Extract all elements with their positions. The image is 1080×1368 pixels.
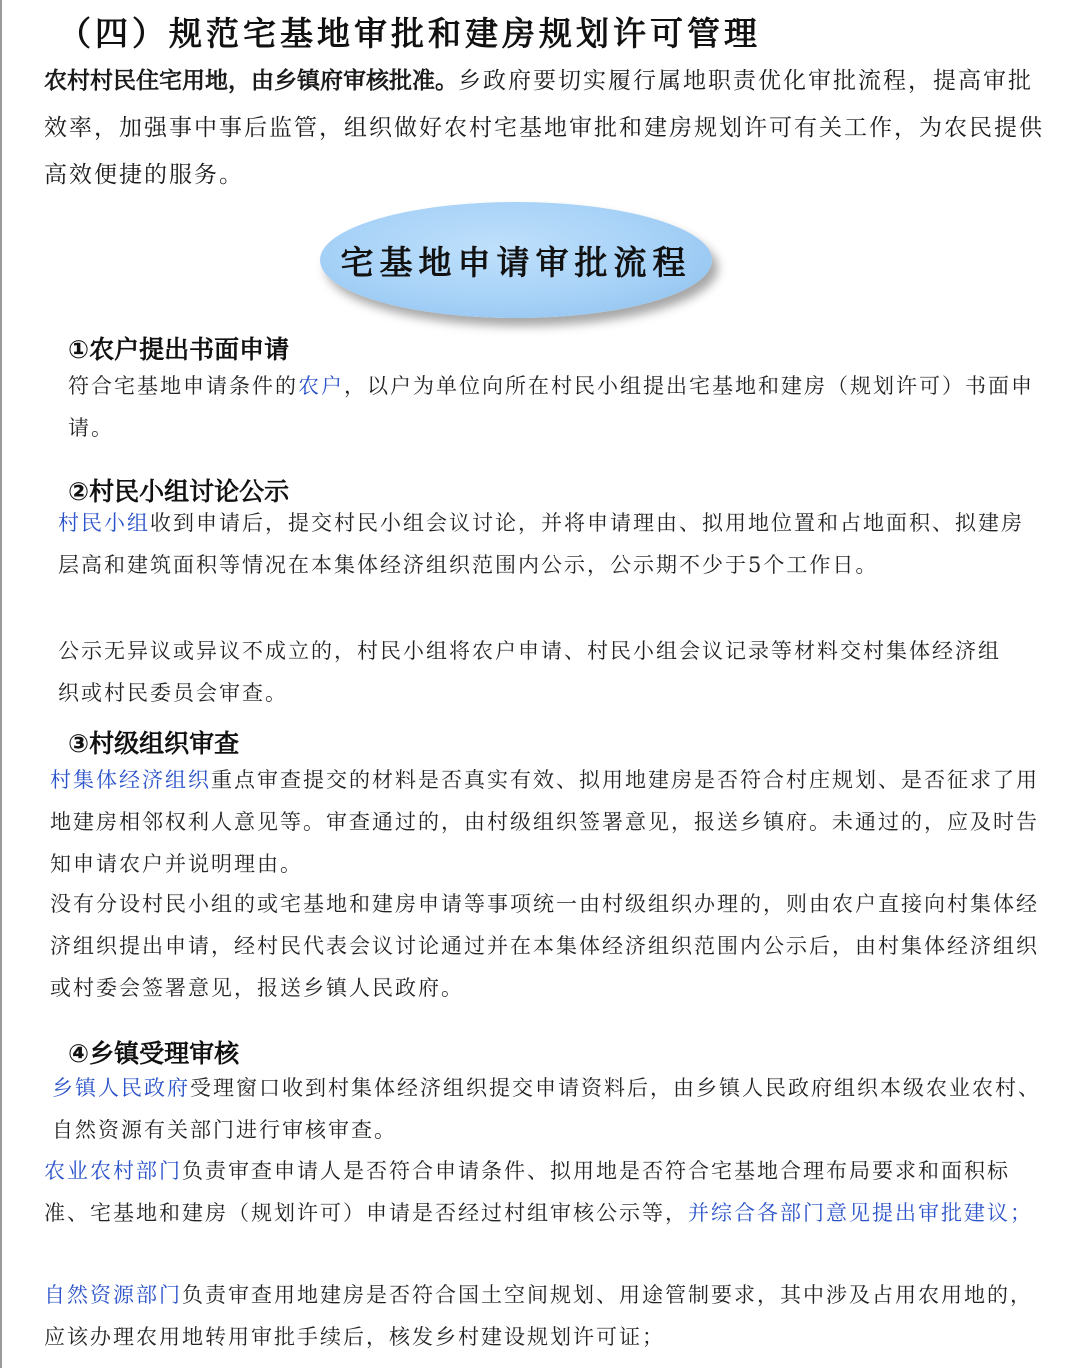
step-1-paragraph: [68, 365, 1044, 449]
step-4-p2-text: 负责审查申请人是否符合申请条件、拟用地是否符合宅基地合理布局要求和面积标准、宅基地和建房（规划许可）申请是否经过村组审核公示等，: [44, 1159, 1010, 1225]
step-1-text-pre: 符合宅基地申请条件的: [68, 374, 298, 398]
step-3-highlight: 村集体经济组织: [50, 768, 211, 792]
step-2-highlight: 村民小组: [58, 511, 150, 535]
step-1-title: ①农户提出书面申请: [68, 335, 290, 364]
step-2-paragraph-2: 公示无异议或异议不成立的，村民小组将农户申请、村民小组会议记录等材料交村集体经济组织或村民委员会审查。: [58, 639, 1001, 705]
flow-title-ellipse: [320, 202, 712, 318]
step-3-paragraph-2: 没有分设村民小组的或宅基地和建房申请等事项统一由村级组织办理的，则由农户直接向村集体经济组织提出申请，经村民代表会议讨论通过并在本集体经济组织范围内公示后，由村集体经济组织或村委会签署意见，报送乡镇人民政府。: [50, 892, 1039, 1000]
step-4-p3-highlight: 自然资源部门: [44, 1283, 182, 1307]
page-title: （四）规范宅基地审批和建房规划许可管理: [58, 14, 761, 53]
step-3-text: 重点审查提交的材料是否真实有效、拟用地建房是否符合村庄规划、是否征求了用地建房相邻权利人意见等。审查通过的，由村级组织签署意见，报送乡镇府。未通过的，应及时告知申请农户并说明理由。: [50, 768, 1039, 876]
step-3-paragraph-1: [50, 759, 1046, 885]
step-1-highlight: 农户: [298, 374, 344, 398]
intro-paragraph: [44, 58, 1054, 199]
flow-title: 宅基地申请审批流程: [340, 242, 692, 282]
step-4-paragraph-3: [44, 1274, 1046, 1358]
step-2-paragraph-1: [58, 502, 1044, 586]
step-4-p2-highlight-2: 并综合各部门意见提出审批建议；: [688, 1201, 1033, 1225]
step-4-paragraph-1: [52, 1067, 1046, 1151]
step-3-title: ③村级组织审查: [68, 729, 240, 758]
step-4-text: 受理窗口收到村集体经济组织提交申请资料后，由乡镇人民政府组织本级农业农村、自然资源有关部门进行审核审查。: [52, 1076, 1041, 1142]
step-4-p3-text: 负责审查用地建房是否符合国土空间规划、用途管制要求，其中涉及占用农用地的，应该办理农用地转用审批手续后，核发乡村建设规划许可证；: [44, 1283, 1033, 1349]
step-4-p2-highlight: 农业农村部门: [44, 1159, 182, 1183]
step-4-highlight: 乡镇人民政府: [52, 1076, 190, 1100]
step-2-text: 收到申请后，提交村民小组会议讨论，并将申请理由、拟用地位置和占地面积、拟建房层高和建筑面积等情况在本集体经济组织范围内公示，公示期不少于5个工作日。: [58, 511, 1024, 577]
step-2-title: ②村民小组讨论公示: [68, 477, 290, 506]
step-1-text-post: ，以户为单位向所在村民小组提出宅基地和建房（规划许可）书面申请。: [68, 374, 1034, 440]
step-4-title: ④乡镇受理审核: [68, 1039, 240, 1068]
intro-bold: 农村村民住宅用地，由乡镇府审核批准。: [44, 68, 458, 94]
intro-text: 乡政府要切实履行属地职责优化审批流程，提高审批效率，加强事中事后监管，组织做好农村宅基地审批和建房规划许可有关工作，为农民提供高效便捷的服务。: [44, 68, 1044, 188]
step-4-paragraph-2: [44, 1150, 1046, 1234]
